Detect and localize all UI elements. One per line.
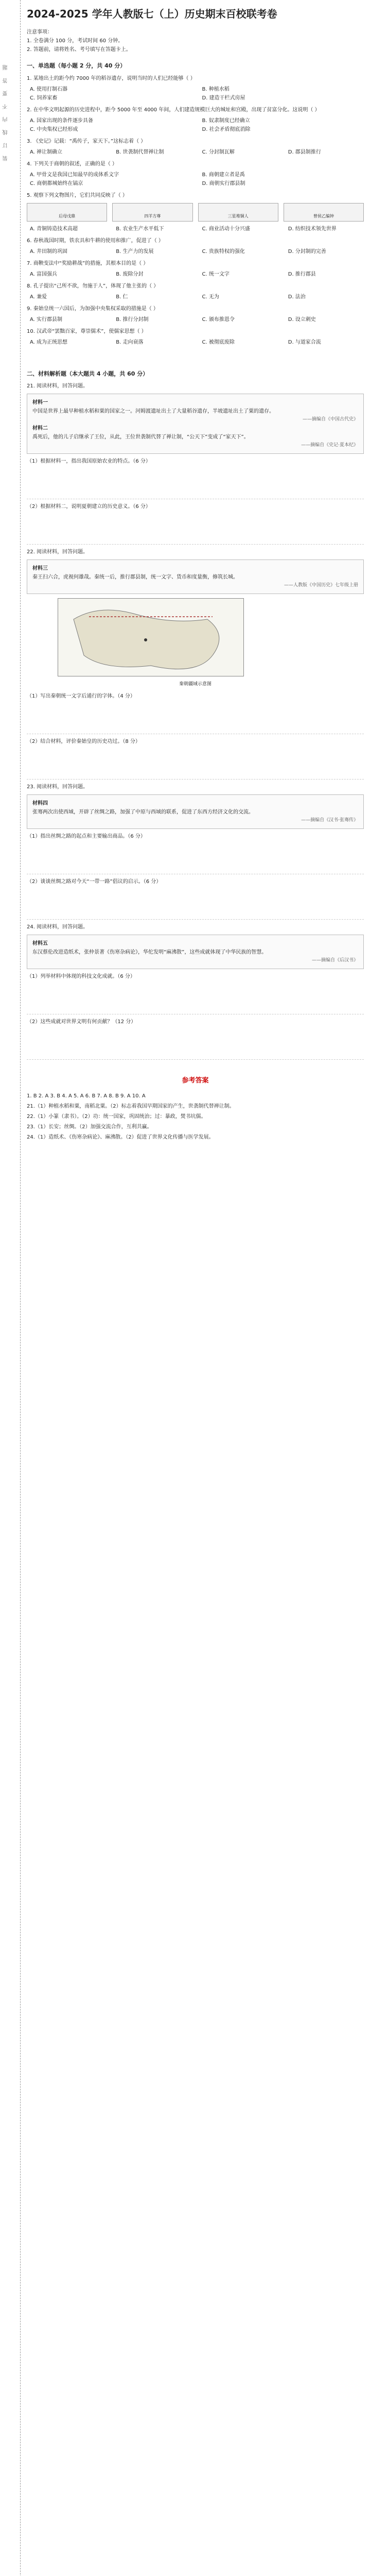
- material-text: 禹死后，他的儿子启继承了王位，从此，王位世袭制代替了禅让制，“公天下”变成了“家天下”。: [32, 434, 249, 440]
- material-box: [27, 394, 364, 454]
- option: B. 仁: [116, 294, 128, 300]
- sub-question: （1）指出丝绸之路的起点和主要输出商品。（6 分）: [27, 833, 146, 839]
- page-title: 2024-2025 学年人教版七（上）历史期末百校联考卷: [27, 8, 277, 20]
- material-label: 材料二: [32, 425, 48, 431]
- option: B. 商朝建立者是禹: [202, 172, 245, 178]
- options: [27, 171, 364, 188]
- options: [27, 247, 364, 256]
- answer-block: [27, 1092, 364, 1142]
- option: D. 法治: [288, 294, 306, 300]
- option: A. 青铜铸造技术高超: [30, 226, 78, 232]
- answer-heading: 参考答案: [182, 1077, 209, 1085]
- material-text: 秦王扫六合，虎视何雄哉。秦统一后，推行郡县制，统一文字、货币和度量衡，修筑长城。: [32, 574, 238, 580]
- material-source: ——摘编自《后汉书》: [311, 957, 358, 963]
- option: B. 生产力的发展: [116, 248, 154, 255]
- option: D. 设立刺史: [288, 316, 316, 323]
- answer-space[interactable]: [27, 748, 364, 779]
- answer-space[interactable]: [27, 843, 364, 874]
- question-7: 7. 商鞅变法中“奖励耕战”的措施，其根本目的是（ ）: [27, 260, 149, 266]
- options: [27, 293, 364, 301]
- map-caption: 秦朝疆域示意图: [179, 682, 212, 687]
- answer-line: 22.（1）小篆（隶书）。（2）功：统一国家，巩固统治；过：暴政，焚书坑儒。: [27, 1114, 206, 1120]
- option: B. 废除分封: [116, 271, 144, 277]
- option: C. 被彻底废除: [202, 339, 235, 345]
- material-text: 东汉蔡伦改进造纸术，张仲景著《伤寒杂病论》，华佗发明“麻沸散”，这些成就体现了中华民族的智慧。: [32, 949, 267, 955]
- option: C. 商业活动十分兴盛: [202, 226, 250, 232]
- option: C. 中央集权已经形成: [30, 126, 78, 132]
- material-label: 材料一: [32, 400, 48, 406]
- answer-space[interactable]: [27, 703, 364, 734]
- question-24: 24. 阅读材料，回答问题。: [27, 924, 89, 930]
- option: D. 建造干栏式房屋: [202, 95, 245, 101]
- options: [27, 315, 364, 324]
- options: [27, 116, 364, 134]
- material-label: 材料五: [32, 940, 48, 946]
- artifact-figures: [27, 203, 364, 222]
- question-10: 10. 汉武帝“罢黜百家，尊崇儒术”，使儒家思想（ ）: [27, 328, 147, 334]
- sub-question: （2）谈谈丝绸之路对今天“一带一路”倡议的启示。（6 分）: [27, 878, 162, 885]
- material-source: ——摘编自《史记·夏本纪》: [301, 442, 358, 448]
- answer-space[interactable]: [27, 513, 364, 545]
- question-23: 23. 阅读材料，回答问题。: [27, 784, 89, 790]
- question-8: 8. 孔子提出“己所不欲，勿施于人”，体现了他主张的（ ）: [27, 283, 159, 289]
- answer-space[interactable]: [27, 468, 364, 499]
- option: B. 种植水稻: [202, 86, 230, 92]
- capital-marker: [144, 638, 147, 641]
- section-heading: 二、材料解析题（本大题共 4 小题，共 60 分）: [27, 370, 149, 377]
- option: A. 实行郡县制: [30, 316, 63, 323]
- artifact-image: 后母戊鼎: [27, 203, 107, 222]
- option: C. 无为: [202, 294, 219, 300]
- sub-question: （1）写出秦朝统一文字后通行的字体。（4 分）: [27, 693, 135, 699]
- question-2: 2. 在中华文明起源的历史进程中，距今 5000 年至 4000 年间，人们建造规模巨大的城址和宫殿，出现了贫富分化。这说明（ ）: [27, 107, 320, 113]
- question-9: 9. 秦始皇统一六国后，为加强中央集权采取的措施是（ ）: [27, 306, 158, 312]
- instruction-line: 注意事项：: [27, 29, 52, 35]
- material-source: ——摘编自《汉书·张骞传》: [301, 817, 358, 823]
- option: D. 纺织技术领先世界: [288, 226, 337, 232]
- sub-question: （2）这些成就对世界文明有何贡献？（12 分）: [27, 1019, 136, 1025]
- answer-line: 24.（1）造纸术、《伤寒杂病论》、麻沸散。（2）促进了世界文化传播与医学发展。: [27, 1134, 214, 1141]
- option: D. 分封制的完善: [288, 248, 326, 255]
- material-box: [27, 794, 364, 829]
- material-box: [27, 560, 364, 594]
- option: A. 兼爱: [30, 294, 47, 300]
- option: A. 禅让制确立: [30, 149, 63, 155]
- option: C. 商朝都城始终在镐京: [30, 180, 83, 187]
- material-text: 张骞两次出使西域，开辟了丝绸之路，加强了中原与西域的联系，促进了东西方经济文化的交流。: [32, 809, 254, 815]
- artifact-image: 四羊方尊: [112, 203, 192, 222]
- options: [27, 148, 364, 157]
- historical-map: [58, 598, 244, 676]
- artifact-image: 三星堆铜人: [198, 203, 278, 222]
- option: D. 推行郡县: [288, 271, 316, 277]
- instructions: [27, 28, 364, 54]
- question-21: 21. 阅读材料，回答问题。: [27, 383, 89, 389]
- sub-question: （1）根据材料一，指出我国原始农业的特点。（6 分）: [27, 458, 151, 464]
- question-5: 5. 观察下列文物图片，它们共同反映了（ ）: [27, 192, 128, 198]
- options: [27, 270, 364, 279]
- answer-line: 23.（1）长安；丝绸。（2）加强交流合作，互利共赢。: [27, 1124, 152, 1130]
- instruction-line: 1. 全卷满分 100 分，考试时间 60 分钟。: [27, 38, 124, 44]
- option: A. 国家出现的条件逐步具备: [30, 117, 94, 124]
- option: A. 成为正统思想: [30, 339, 68, 345]
- exam-paper: [27, 5, 364, 1143]
- option: C. 贵族特权的强化: [202, 248, 245, 255]
- section-heading: 一、单选题（每小题 2 分，共 40 分）: [27, 62, 126, 69]
- option: D. 商朝实行郡县制: [202, 180, 245, 187]
- option: A. 使用打制石器: [30, 86, 68, 92]
- answer-line: 21.（1）种植水稻和粟，南稻北粟。（2）标志着我国早期国家的产生，世袭制代替禅让制。: [27, 1104, 235, 1110]
- option: B. 推行分封制: [116, 316, 149, 323]
- answer-space[interactable]: [27, 1028, 364, 1060]
- instruction-line: 2. 答题前，请将姓名、考号填写在答题卡上。: [27, 47, 131, 53]
- option: C. 颁布推恩令: [202, 316, 235, 323]
- question-22: 22. 阅读材料，回答问题。: [27, 549, 89, 555]
- option: C. 分封制瓦解: [202, 149, 235, 155]
- question-4: 4. 下列关于商朝的叙述，正确的是（ ）: [27, 161, 117, 167]
- sub-question: （1）列举材料中体现的科技文化成就。（6 分）: [27, 974, 135, 980]
- question-3: 3. 《史记》记载：“禹传子，家天下。”这标志着（ ）: [27, 138, 146, 144]
- material-label: 材料四: [32, 800, 48, 806]
- option: B. 农业生产水平低下: [116, 226, 164, 232]
- binding-line: [0, 0, 21, 2576]
- artifact-image: 曾侯乙编钟: [284, 203, 364, 222]
- material-text: 中国是世界上最早种植水稻和粟的国家之一。河姆渡遗址出土了大量稻谷遗存，半坡遗址出土了粟的遗存。: [32, 409, 274, 415]
- option: A. 甲骨文是我国已知最早的成体系文字: [30, 172, 119, 178]
- answer-space[interactable]: [27, 983, 364, 1014]
- answer-space[interactable]: [27, 888, 364, 920]
- option: D. 社会矛盾彻底消除: [202, 126, 251, 132]
- material-label: 材料三: [32, 565, 48, 571]
- options: [27, 225, 364, 233]
- option: D. 郡县制推行: [288, 149, 321, 155]
- map-svg: [58, 599, 243, 676]
- answer-line: 1. B 2. A 3. B 4. A 5. A 6. B 7. A 8. B 9. A 10. A: [27, 1093, 146, 1099]
- material-box: [27, 935, 364, 969]
- options: [27, 85, 364, 103]
- option: B. 走向衰落: [116, 339, 144, 345]
- question-6: 6. 春秋战国时期，铁农具和牛耕的使用和推广，促进了（ ）: [27, 238, 164, 244]
- material-source: ——人教版《中国历史》七年级上册: [284, 582, 358, 588]
- binding-text: 装 订 线 内 不 要 答 题: [3, 62, 9, 161]
- option: B. 世袭制代替禅让制: [116, 149, 164, 155]
- option: D. 与道家合流: [288, 339, 321, 345]
- option: C. 统一文字: [202, 271, 230, 277]
- sub-question: （2）结合材料，评价秦始皇的历史功过。（8 分）: [27, 738, 140, 744]
- options: [27, 338, 364, 347]
- option: B. 奴隶制度已经确立: [202, 117, 250, 124]
- material-source: ——摘编自《中国古代史》: [302, 417, 358, 422]
- sub-question: （2）根据材料二，说明夏朝建立的历史意义。（6 分）: [27, 503, 151, 510]
- option: A. 富国强兵: [30, 271, 58, 277]
- option: C. 饲养家畜: [30, 95, 58, 101]
- question-1: 1. 某地出土的距今约 7000 年的稻谷遗存，说明当时的人们已经能够（ ）: [27, 75, 196, 81]
- option: A. 井田制的巩固: [30, 248, 68, 255]
